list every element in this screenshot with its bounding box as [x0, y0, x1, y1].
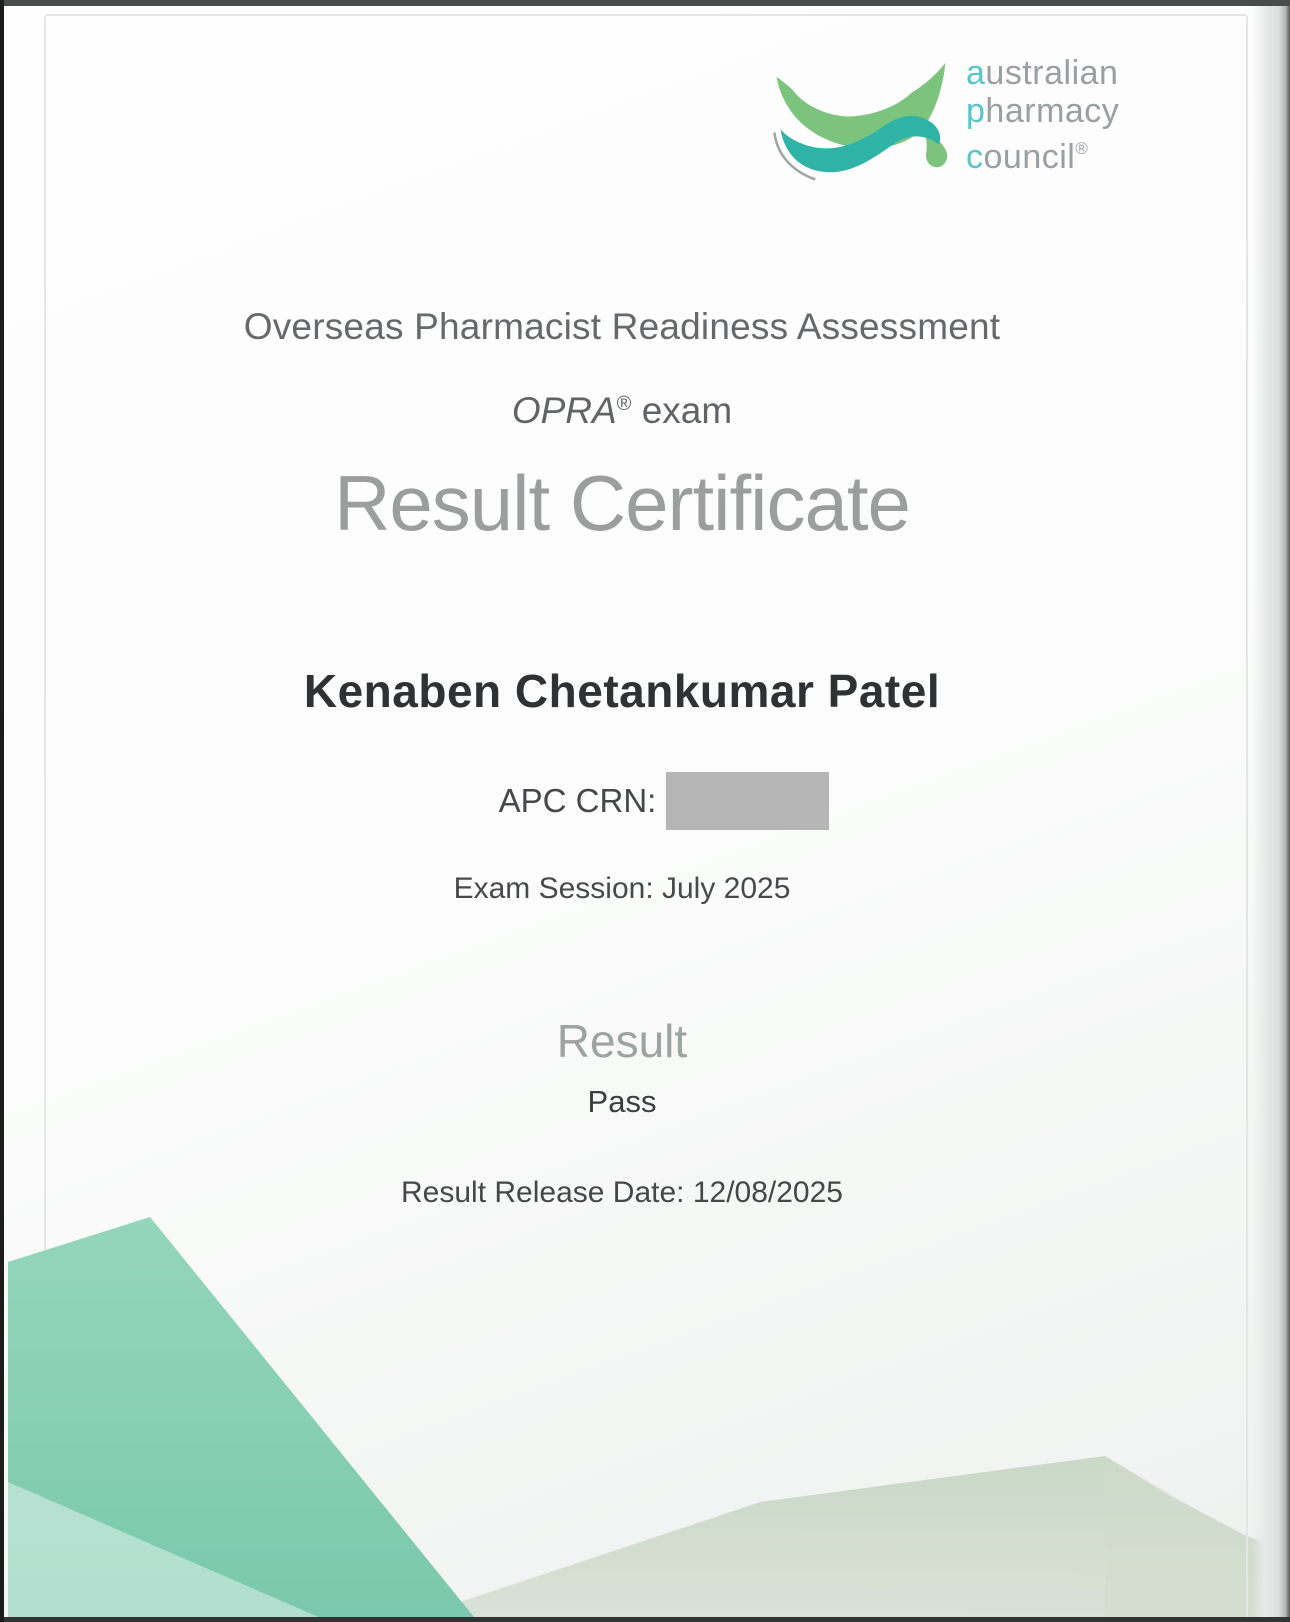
- apc-logo-icon: [746, 50, 960, 194]
- decor-green-wedge: [0, 1200, 1290, 1622]
- apc-crn-label: APC CRN:: [498, 782, 657, 819]
- apc-logo-wordmark: [966, 54, 1119, 176]
- result-heading: Result: [556, 1015, 688, 1067]
- exam-registered-mark: ®: [616, 393, 632, 415]
- logo-word-pharmacy: [966, 92, 1119, 130]
- apc-crn-row: [86, 772, 1242, 830]
- candidate-name: Kenaben Chetankumar Patel: [303, 665, 941, 717]
- window-edge-right: [1252, 0, 1290, 1622]
- logo-rest-pharmacy: harmacy: [985, 92, 1120, 130]
- result-release-date: Result Release Date: 12/08/2025: [401, 1176, 843, 1209]
- logo-word-australian: [966, 54, 1119, 92]
- exam-word: exam: [631, 390, 733, 431]
- logo-word-council: [966, 130, 1119, 176]
- window-edge-left: [0, 0, 4, 1622]
- logo-registered-mark: ®: [1075, 139, 1089, 158]
- logo-rest-australian: ustralian: [985, 54, 1119, 92]
- document-title: Result Certificate: [334, 459, 910, 547]
- logo-initial-a: a: [966, 54, 986, 92]
- logo-rest-council: ouncil: [983, 138, 1076, 176]
- logo-initial-p: p: [966, 92, 986, 130]
- crn-redaction-box: [666, 772, 829, 830]
- exam-name-line: [44, 390, 1200, 432]
- exam-session: Exam Session: July 2025: [453, 872, 791, 905]
- program-title: Overseas Pharmacist Readiness Assessment: [243, 306, 1001, 347]
- window-edge-top: [0, 0, 1290, 6]
- exam-abbr: OPRA: [511, 390, 617, 431]
- logo-initial-c: c: [966, 138, 984, 176]
- result-value: Pass: [587, 1084, 657, 1119]
- window-edge-bottom: [0, 1617, 1290, 1622]
